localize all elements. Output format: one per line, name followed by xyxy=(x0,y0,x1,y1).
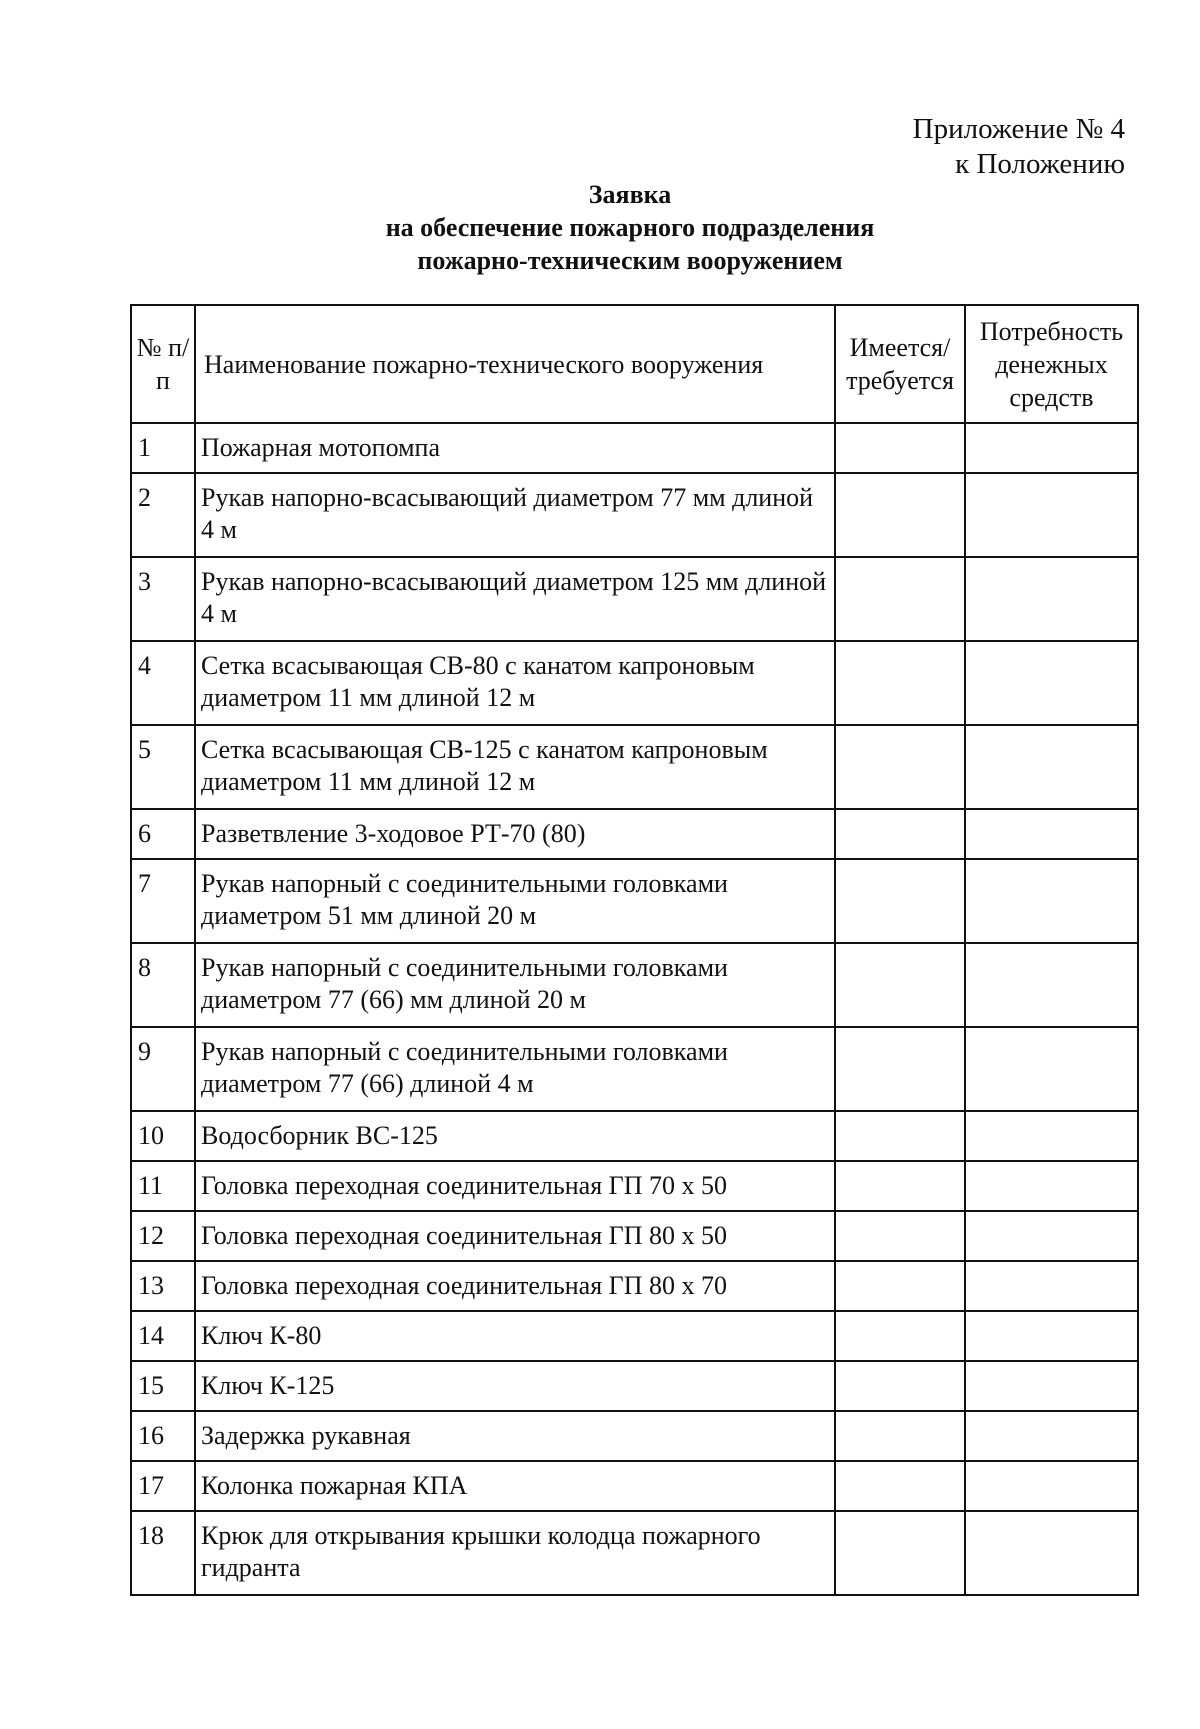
table-row xyxy=(131,1027,1138,1111)
available-cell xyxy=(835,1161,965,1211)
appendix-reference xyxy=(725,112,1125,182)
available-cell xyxy=(835,473,965,557)
table-row xyxy=(131,641,1138,725)
title-line-1: Заявка xyxy=(588,180,672,209)
column-header-name: Наименование пожарно-технического вооружения xyxy=(195,305,835,423)
column-header-number: № п/п xyxy=(131,305,195,423)
item-name: Колонка пожарная КПА xyxy=(195,1461,835,1511)
funds-cell xyxy=(965,1411,1138,1461)
row-number: 16 xyxy=(131,1411,195,1461)
row-number: 5 xyxy=(131,725,195,809)
available-cell xyxy=(835,809,965,859)
table-row xyxy=(131,1461,1138,1511)
funds-cell xyxy=(965,1361,1138,1411)
table-row xyxy=(131,473,1138,557)
funds-cell xyxy=(965,1261,1138,1311)
table-row xyxy=(131,1211,1138,1261)
funds-cell xyxy=(965,1161,1138,1211)
funds-cell xyxy=(965,557,1138,641)
item-name: Ключ К-125 xyxy=(195,1361,835,1411)
item-name: Крюк для открывания крышки колодца пожарного гидранта xyxy=(195,1511,835,1595)
title-line-3: пожарно-техническим вооружением xyxy=(417,246,843,275)
table-row xyxy=(131,557,1138,641)
available-cell xyxy=(835,1511,965,1595)
table-row xyxy=(131,423,1138,473)
table-row xyxy=(131,1411,1138,1461)
row-number: 17 xyxy=(131,1461,195,1511)
appendix-number: Приложение № 4 xyxy=(912,113,1125,145)
row-number: 15 xyxy=(131,1361,195,1411)
row-number: 14 xyxy=(131,1311,195,1361)
row-number: 3 xyxy=(131,557,195,641)
item-name: Пожарная мотопомпа xyxy=(195,423,835,473)
row-number: 1 xyxy=(131,423,195,473)
available-cell xyxy=(835,1111,965,1161)
funds-cell xyxy=(965,1027,1138,1111)
funds-cell xyxy=(965,1211,1138,1261)
row-number: 6 xyxy=(131,809,195,859)
available-cell xyxy=(835,1261,965,1311)
title-line-2: на обеспечение пожарного подразделения xyxy=(385,213,875,242)
funds-cell xyxy=(965,473,1138,557)
table-row xyxy=(131,859,1138,943)
available-cell xyxy=(835,1211,965,1261)
table-body xyxy=(131,423,1138,1595)
row-number: 11 xyxy=(131,1161,195,1211)
table-row xyxy=(131,1361,1138,1411)
table-row xyxy=(131,809,1138,859)
funds-cell xyxy=(965,1111,1138,1161)
funds-cell xyxy=(965,725,1138,809)
table-row xyxy=(131,1161,1138,1211)
table-row xyxy=(131,943,1138,1027)
document-title xyxy=(320,178,940,277)
funds-cell xyxy=(965,1511,1138,1595)
item-name: Головка переходная соединительная ГП 80 х 50 xyxy=(195,1211,835,1261)
row-number: 12 xyxy=(131,1211,195,1261)
available-cell xyxy=(835,1027,965,1111)
column-header-funds: Потребность денежных средств xyxy=(965,305,1138,423)
table-row xyxy=(131,1311,1138,1361)
row-number: 10 xyxy=(131,1111,195,1161)
funds-cell xyxy=(965,641,1138,725)
funds-cell xyxy=(965,1311,1138,1361)
table-header-row xyxy=(131,305,1138,423)
funds-cell xyxy=(965,1461,1138,1511)
funds-cell xyxy=(965,423,1138,473)
item-name: Рукав напорный с соединительными головками диаметром 77 (66) мм длиной 20 м xyxy=(195,943,835,1027)
row-number: 4 xyxy=(131,641,195,725)
available-cell xyxy=(835,641,965,725)
funds-cell xyxy=(965,859,1138,943)
appendix-target: к Положению xyxy=(955,148,1125,180)
table-row xyxy=(131,1511,1138,1595)
available-cell xyxy=(835,557,965,641)
item-name: Сетка всасывающая СВ-125 с канатом капроновым диаметром 11 мм длиной 12 м xyxy=(195,725,835,809)
available-cell xyxy=(835,423,965,473)
available-cell xyxy=(835,943,965,1027)
funds-cell xyxy=(965,943,1138,1027)
item-name: Головка переходная соединительная ГП 80 х 70 xyxy=(195,1261,835,1311)
row-number: 2 xyxy=(131,473,195,557)
available-cell xyxy=(835,1361,965,1411)
available-cell xyxy=(835,1411,965,1461)
item-name: Сетка всасывающая СВ-80 с канатом капроновым диаметром 11 мм длиной 12 м xyxy=(195,641,835,725)
table-row xyxy=(131,1111,1138,1161)
item-name: Рукав напорный с соединительными головками диаметром 51 мм длиной 20 м xyxy=(195,859,835,943)
item-name: Рукав напорный с соединительными головками диаметром 77 (66) длиной 4 м xyxy=(195,1027,835,1111)
row-number: 18 xyxy=(131,1511,195,1595)
item-name: Разветвление 3-ходовое РТ-70 (80) xyxy=(195,809,835,859)
table-row xyxy=(131,1261,1138,1311)
equipment-table xyxy=(130,304,1139,1596)
item-name: Водосборник ВС-125 xyxy=(195,1111,835,1161)
row-number: 8 xyxy=(131,943,195,1027)
item-name: Ключ К-80 xyxy=(195,1311,835,1361)
item-name: Задержка рукавная xyxy=(195,1411,835,1461)
available-cell xyxy=(835,859,965,943)
row-number: 7 xyxy=(131,859,195,943)
available-cell xyxy=(835,725,965,809)
row-number: 9 xyxy=(131,1027,195,1111)
item-name: Рукав напорно-всасывающий диаметром 125 мм длиной 4 м xyxy=(195,557,835,641)
available-cell xyxy=(835,1311,965,1361)
funds-cell xyxy=(965,809,1138,859)
item-name: Головка переходная соединительная ГП 70 х 50 xyxy=(195,1161,835,1211)
table-row xyxy=(131,725,1138,809)
row-number: 13 xyxy=(131,1261,195,1311)
available-cell xyxy=(835,1461,965,1511)
column-header-available: Имеется/ требуется xyxy=(835,305,965,423)
item-name: Рукав напорно-всасывающий диаметром 77 мм длиной 4 м xyxy=(195,473,835,557)
